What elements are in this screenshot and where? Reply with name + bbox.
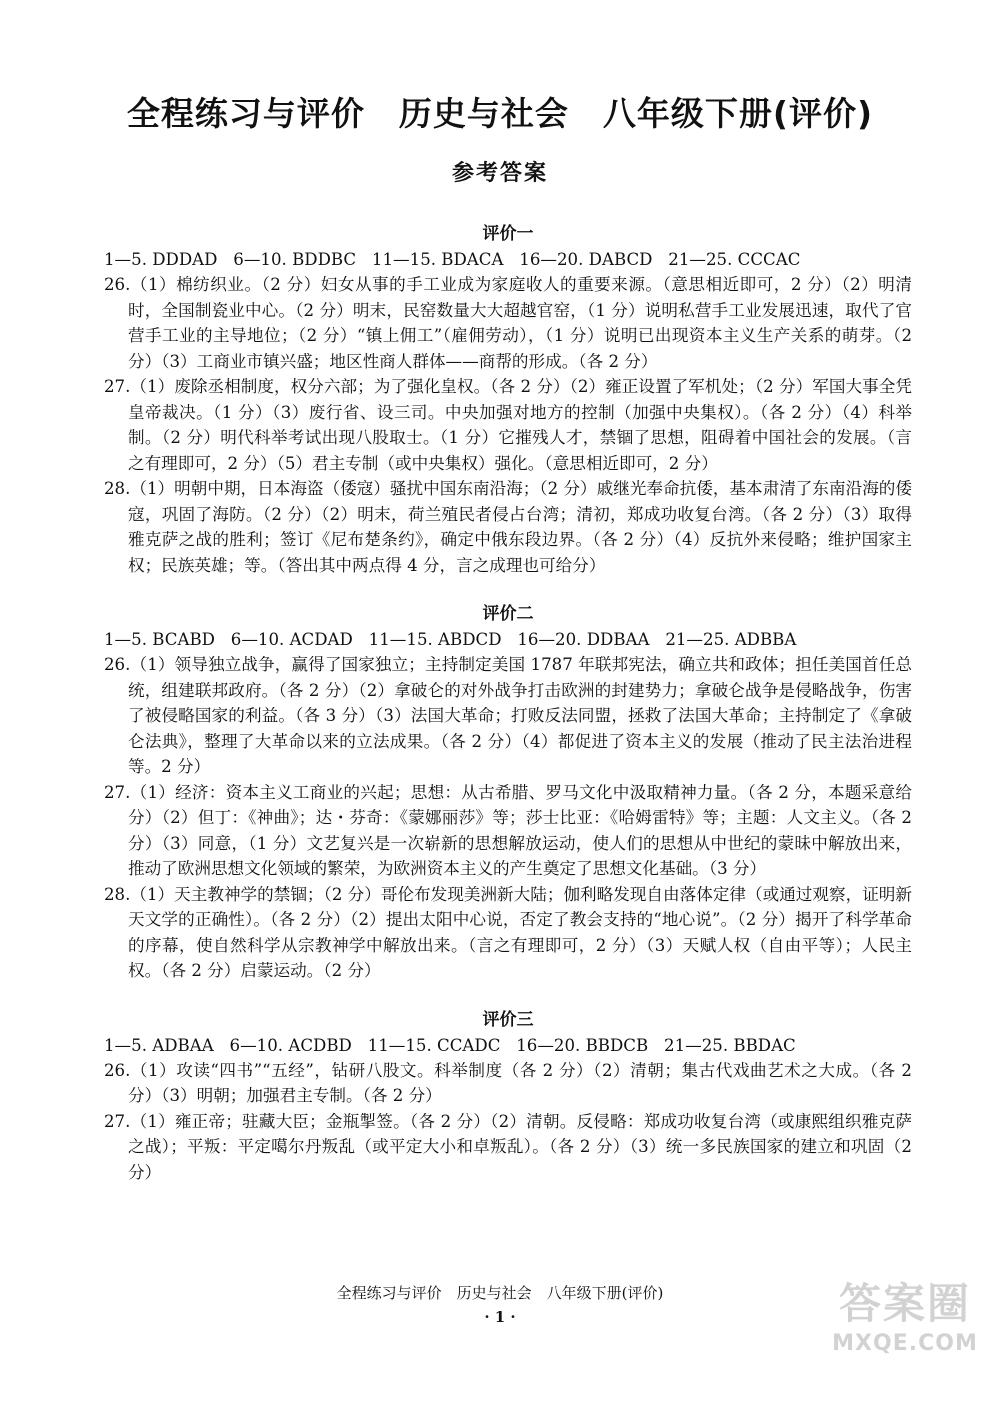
watermark-url: MXQE.COM bbox=[832, 1331, 978, 1356]
document-title: 全程练习与评价 历史与社会 八年级下册(评价) bbox=[126, 94, 874, 133]
section-eval-3 bbox=[104, 1008, 912, 1186]
question-26: 26.（1）攻读“四书”“五经”，钻研八股文。科举制度（各 2 分）（2）清朝；集古代戏曲艺术之大成。（各 2 分）（3）明朝；加强君主专制。（各 2 分） bbox=[104, 1060, 912, 1105]
question-28: 28.（1）明朝中期，日本海盗（倭寇）骚扰中国东南沿海；（2 分）戚继光奉命抗倭，基本肃清了东南沿海的倭寇，巩固了海防。（2 分）（2）明末，荷兰殖民者侵占台湾；清初，郑成功收复台湾。（各 2 分）（3）取得雅克萨之战的胜利；签订《尼布楚条约》，确定中俄东段边界。（各 2 分）（4）反抗外来侵略；维护国家主权；民族英雄；等。（答出其中两点得 4 分，言之成理也可给分） bbox=[104, 479, 912, 575]
watermark-logo-text: 答案圈 bbox=[838, 1279, 971, 1328]
choice-answers: 1—5. DDDAD 6—10. BDDBC 11—15. BDACA 16—20. DABCD 21—25. CCCAC bbox=[104, 250, 801, 269]
document-subtitle: 参考答案 bbox=[451, 161, 548, 186]
question-28: 28.（1）天主教神学的禁锢；（2 分）哥伦布发现美洲新大陆；伽利略发现自由落体定律（或通过观察，证明新天文学的正确性）。（各 2 分）（2）提出太阳中心说，否定了教会支持的“地心说”。（2 分）揭开了科学革命的序幕，使自然科学从宗教神学中解放出来。（言之有理即可，2 分）（3）天赋人权（自由平等）；人民主权。（各 2 分）启蒙运动。（2 分） bbox=[104, 884, 912, 980]
watermark-logo bbox=[830, 1277, 980, 1397]
question-26: 26.（1）棉纺织业。（2 分）妇女从事的手工业成为家庭收人的重要来源。（意思相近即可，2 分）（2）明清时，全国制瓷业中心。（2 分）明末，民窑数量大大超越官窑，（1 分）说明私营手工业发展迅速，取代了官营手工业的主导地位；（2 分）“镇上佣工”（雇佣劳动），（1 分）说明已出现资本主义生产关系的萌芽。（2 分）（3）工商业市镇兴盛；地区性商人群体——商帮的形成。（各 2 分） bbox=[104, 275, 912, 371]
section-heading: 评价二 bbox=[482, 604, 534, 624]
question-26: 26.（1）领导独立战争，赢得了国家独立；主持制定美国 1787 年联邦宪法，确立共和政体；担任美国首任总统，组建联邦政府。（各 2 分）（2）拿破仑的对外战争打击欧洲的封建势力；拿破仑战争是侵略战争，伤害了被侵略国家的利益。（各 3 分）（3）法国大革命；打败反法同盟，拯救了法国大革命；主持制定了《拿破仑法典》，整理了大革命以来的立法成果。（各 2 分）（4）都促进了资本主义的发展（推动了民主法治进程等。2 分） bbox=[104, 655, 912, 776]
page-number: · 1 · bbox=[484, 1308, 516, 1326]
choice-answers: 1—5. BCABD 6—10. ACDAD 11—15. ABDCD 16—20. DDBAA 21—25. ADBBA bbox=[104, 630, 797, 649]
question-27: 27.（1）雍正帝；驻藏大臣；金瓶掣签。（各 2 分）（2）清朝。反侵略：郑成功收复台湾（或康熙组织雅克萨之战）；平叛：平定噶尔丹叛乱（或平定大小和卓叛乱）。（各 2 分）（3）统一多民族国家的建立和巩固（2 分） bbox=[104, 1111, 912, 1182]
answer-content bbox=[104, 222, 912, 1185]
choice-answers: 1—5. ADBAA 6—10. ACDBD 11—15. CCADC 16—20. BBDCB 21—25. BBDAC bbox=[104, 1035, 796, 1055]
question-27: 27.（1）废除丞相制度，权分六部；为了强化皇权。（各 2 分）（2）雍正设置了军机处；（2 分）军国大事全凭皇帝裁决。（1 分）（3）废行省、设三司。中央加强对地方的控制（加强中央集权）。（各 2 分）（4）科举制。（2 分）明代科举考试出现八股取士。（1 分）它摧残人才，禁锢了思想，阻碍着中国社会的发展。（言之有理即可，2 分）（5）君主专制（或中央集权）强化。（意思相近即可，2 分） bbox=[104, 377, 912, 473]
question-27: 27.（1）经济：资本主义工商业的兴起；思想：从古希腊、罗马文化中汲取精神力量。（各 2 分，本题采意给分）（2）但丁：《神曲》；达・芬奇：《蒙娜丽莎》等；莎士比亚：《哈姆雷特》等；主题：人文主义。（各 2 分）（3）同意，（1 分）文艺复兴是一次崭新的思想解放运动，使人们的思想从中世纪的蒙昧中解放出来，推动了欧洲思想文化领域的繁荣，为欧洲资本主义的产生奠定了思想文化基础。（3 分） bbox=[104, 782, 912, 878]
section-heading: 评价一 bbox=[482, 224, 534, 244]
section-eval-2 bbox=[104, 602, 912, 984]
section-eval-1 bbox=[104, 222, 912, 578]
section-heading: 评价三 bbox=[482, 1009, 534, 1030]
footer-running-title: 全程练习与评价 历史与社会 八年级下册(评价) bbox=[336, 1284, 664, 1302]
